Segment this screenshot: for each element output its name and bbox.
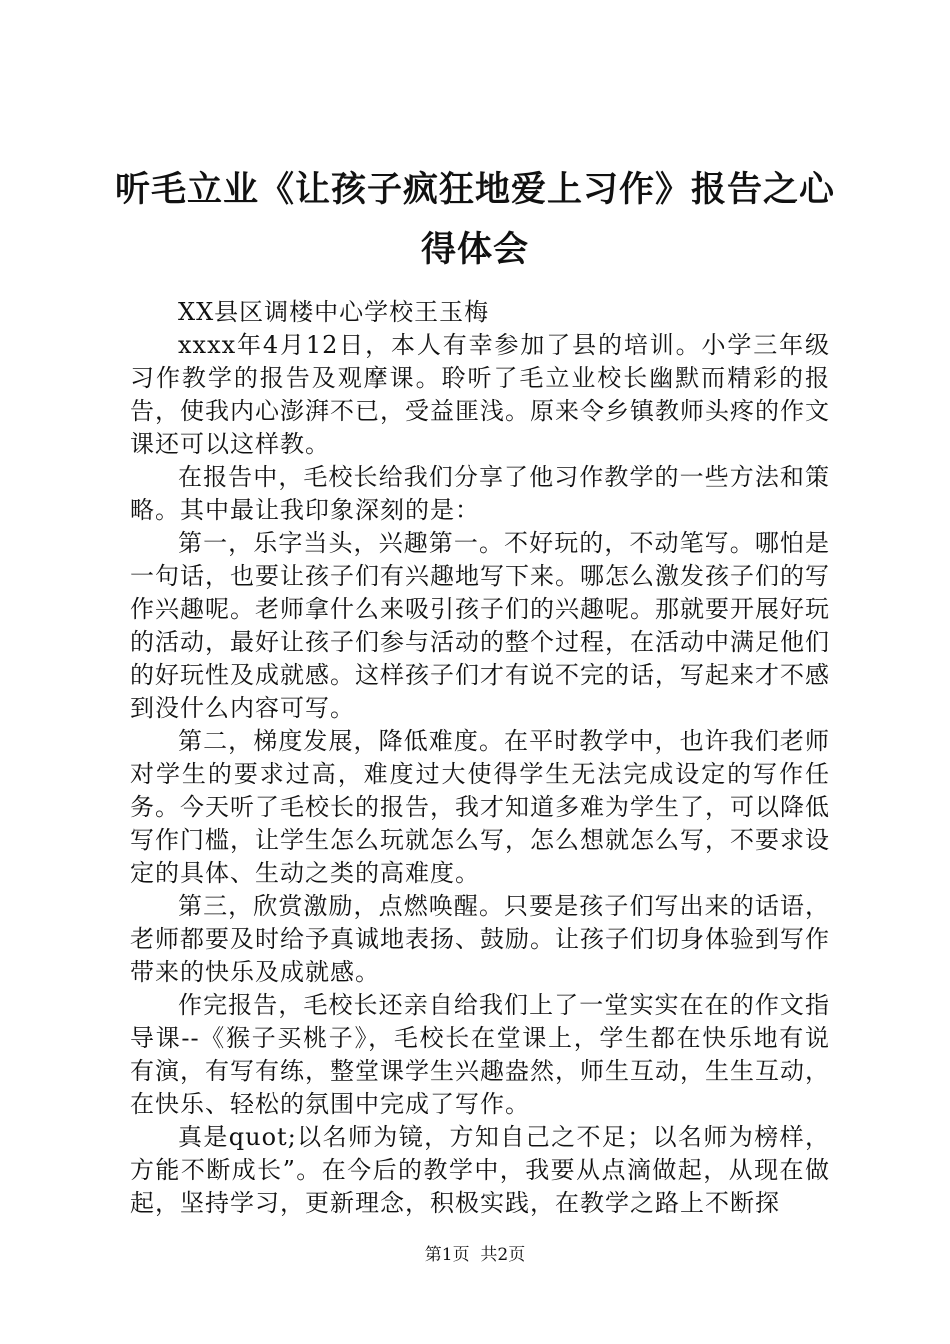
paragraph-3: 第一，乐字当头，兴趣第一。不好玩的，不动笔写。哪怕是一句话，也要让孩子们有兴趣地写下来。哪怎么激发孩子们的写作兴趣呢。老师拿什么来吸引孩子们的兴趣呢。那就要开展好玩的活动，最好让孩子们参与活动的整个过程，在活动中满足他们的好玩性及成就感。这样孩子们才有说不完的话，写起来才不感到没什么内容可写。 bbox=[130, 529, 830, 722]
page-total: 共2页 bbox=[480, 1245, 526, 1265]
title-line-2: 得体会 bbox=[420, 230, 529, 270]
paragraph-1: xxxx年4月12日，本人有幸参加了县的培训。小学三年级习作教学的报告及观摩课。聆听了毛立业校长幽默而精彩的报告，使我内心澎湃不已，受益匪浅。原来令乡镇教师头疼的作文课还可以这样教。 bbox=[130, 331, 830, 458]
page-footer bbox=[0, 1243, 950, 1267]
paragraph-5: 第三，欣赏激励，点燃唤醒。只要是孩子们写出来的话语，老师都要及时给予真诚地表扬、鼓励。让孩子们切身体验到写作带来的快乐及成就感。 bbox=[130, 892, 830, 986]
document-body bbox=[130, 296, 830, 1220]
document-title bbox=[100, 160, 850, 280]
title-line-1: 听毛立业《让孩子疯狂地爱上习作》报告之心 bbox=[114, 170, 835, 210]
paragraph-7: 真是quot;以名师为镜，方知自己之不足；以名师为榜样，方能不断成长”。在今后的教学中，我要从点滴做起，从现在做起，坚持学习，更新理念，积极实践，在教学之路上不断探 bbox=[130, 1123, 830, 1217]
author-line: XX县区调楼中心学校王玉梅 bbox=[178, 298, 490, 326]
paragraph-2: 在报告中，毛校长给我们分享了他习作教学的一些方法和策略。其中最让我印象深刻的是： bbox=[130, 463, 830, 524]
paragraph-6: 作完报告，毛校长还亲自给我们上了一堂实实在在的作文指导课--《猴子买桃子》，毛校长在堂课上，学生都在快乐地有说有演，有写有练，整堂课学生兴趣盎然，师生互动，生生互动，在快乐、轻松的氛围中完成了写作。 bbox=[130, 991, 830, 1118]
paragraph-4: 第二，梯度发展，降低难度。在平时教学中，也许我们老师对学生的要求过高，难度过大使得学生无法完成设定的写作任务。今天听了毛校长的报告，我才知道多难为学生了，可以降低写作门槛，让学生怎么玩就怎么写，怎么想就怎么写，不要求设定的具体、生动之类的高难度。 bbox=[130, 727, 830, 887]
page-number: 第1页 bbox=[424, 1245, 470, 1265]
